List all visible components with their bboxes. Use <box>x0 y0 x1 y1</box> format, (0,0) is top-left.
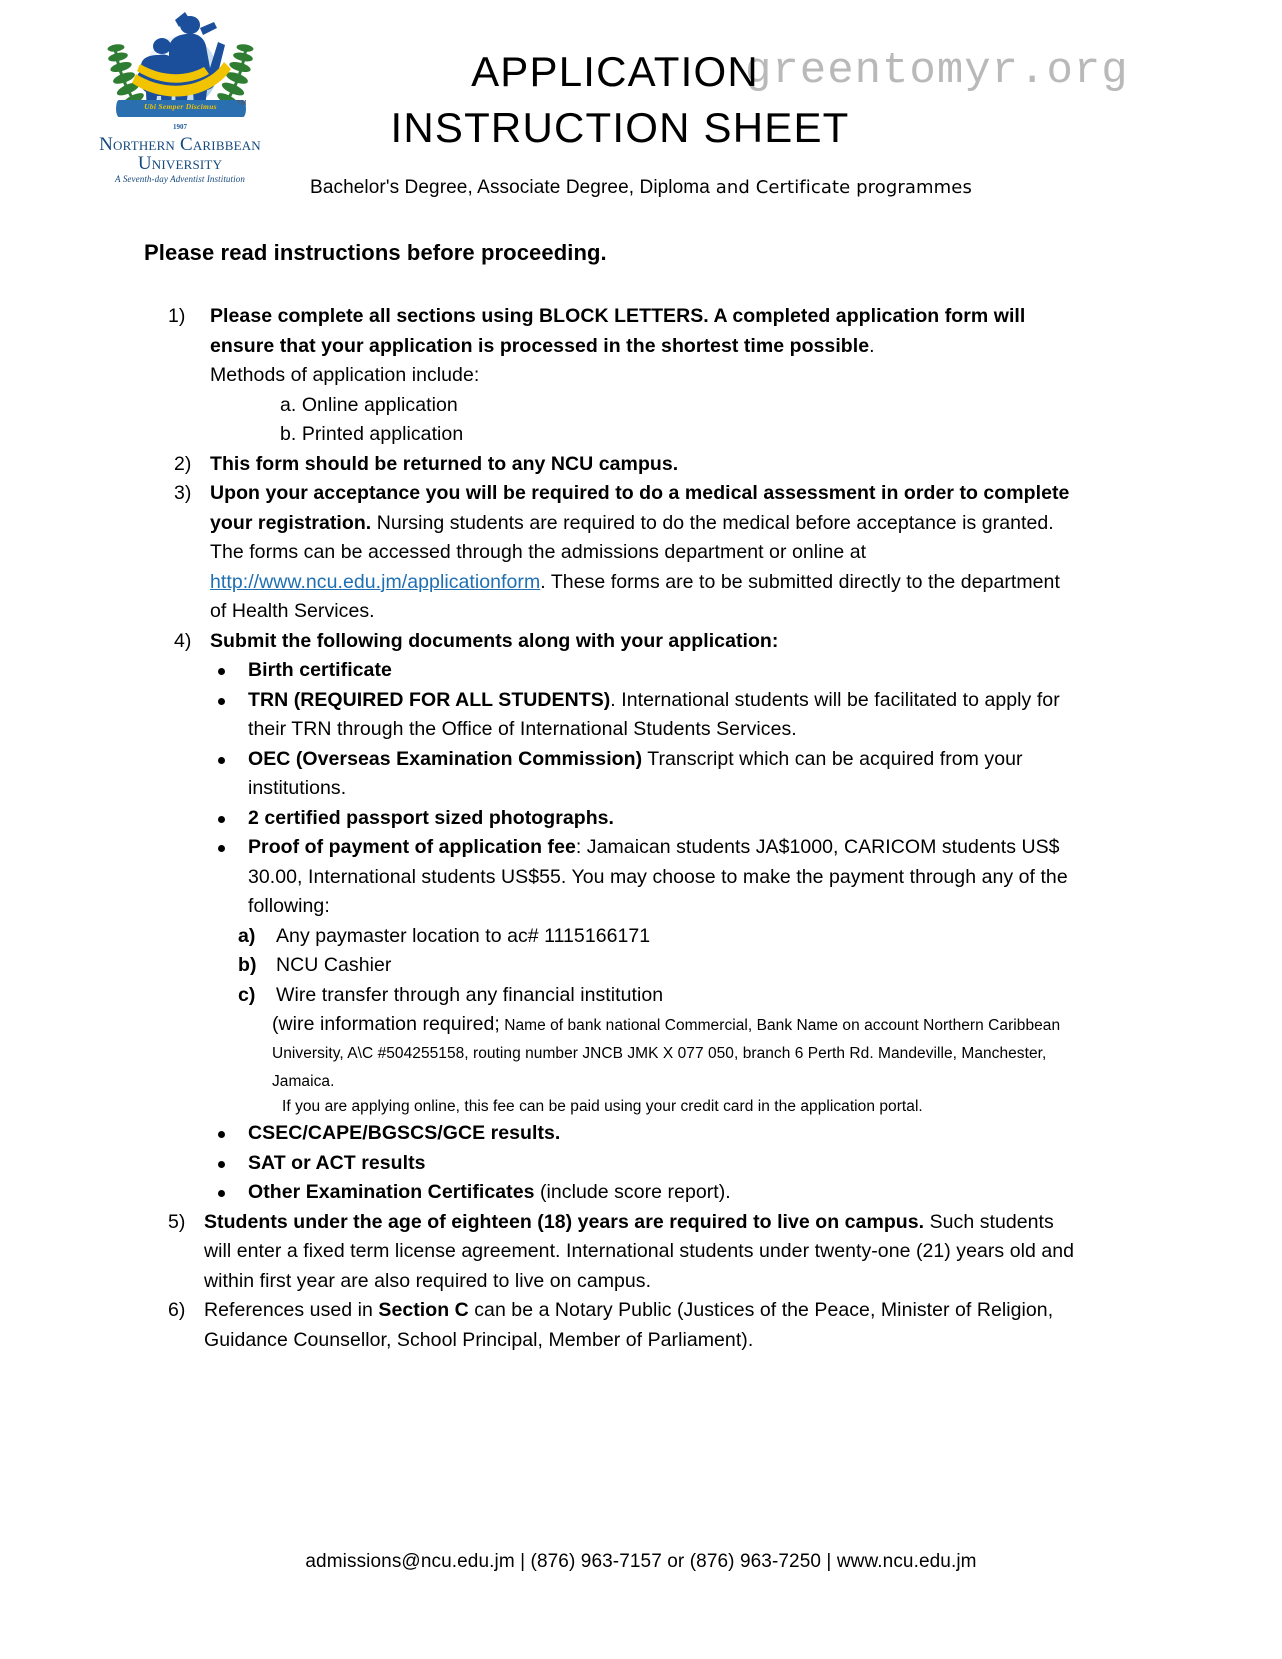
document-label: Proof of payment of application fee <box>248 836 576 858</box>
payment-option-cashier <box>238 951 1080 981</box>
required-documents-list <box>168 656 1080 922</box>
title-line-1: APPLICATION <box>471 48 759 95</box>
university-tagline: A Seventh-day Adventist Institution <box>115 174 245 184</box>
instruction-item-5 <box>168 1208 1080 1297</box>
payment-option-wire-transfer <box>238 981 1080 1011</box>
item-3-text-1: Nursing students are required to do the medical before acceptance is granted. The forms can be accessed through the admissions department or online at <box>210 511 1054 563</box>
item-1-methods-intro: Methods of application include: <box>210 364 480 386</box>
online-payment-note: If you are applying online, this fee can be paid using your credit card in the application portal. <box>282 1098 923 1115</box>
item-1-method-b: b. Printed application <box>280 423 464 445</box>
item-4-marker: 4) <box>174 629 192 652</box>
item-6-marker: 6) <box>168 1299 186 1321</box>
item-6-bold-text: Section C <box>378 1299 469 1321</box>
document-item-other-certificates <box>210 1178 1080 1208</box>
motto-text: Ubi Semper Discimus <box>144 102 217 111</box>
document-item-payment-proof <box>210 833 1080 922</box>
wire-information-prefix: (wire information required; <box>272 1013 500 1035</box>
document-item-trn <box>210 686 1080 745</box>
instruction-item-1 <box>168 302 1080 391</box>
motto-ribbon <box>116 100 246 117</box>
payment-option-paymaster <box>238 922 1080 952</box>
university-name <box>85 135 275 173</box>
document-item-csec-results <box>210 1119 1080 1149</box>
payment-option-text: Wire transfer through any financial institution <box>276 983 664 1006</box>
document-item-photographs <box>210 804 1080 834</box>
document-item-oec <box>210 745 1080 804</box>
item-1-marker: 1) <box>168 305 186 327</box>
item-3-text-2: . These forms are to be submitted directly to the department of Health Services. <box>210 570 1060 622</box>
wire-information-details: Name of bank national Commercial, Bank Name on account Northern Caribbean University, A\C #504255158, routing number JNCB JMK X 077 050, branch 6 Perth Rd. Mandeville, Manchester, Jamaica. <box>272 1017 1061 1090</box>
document-detail: : Jamaican students JA$1000, CARICOM students US$ 30.00, International students US$55. You may choose to make the payment through any of the following: <box>248 836 1068 917</box>
document-label: OEC (Overseas Examination Commission) <box>248 747 643 770</box>
required-results-list <box>168 1119 1080 1208</box>
wire-information-block <box>168 1010 1080 1094</box>
item-1-methods-list <box>168 391 1080 450</box>
founding-year: 1907 <box>173 123 187 131</box>
page-footer-contact: admissions@ncu.edu.jm | (876) 963-7157 or (876) 963-7250 | www.ncu.edu.jm <box>305 1551 977 1572</box>
item-5-bold-text: Students under the age of eighteen (18) years are required to live on campus. <box>204 1210 925 1233</box>
item-4-bold-text: Submit the following documents along with your application: <box>210 629 779 652</box>
document-label: 2 certified passport sized photographs. <box>248 806 615 829</box>
document-label: Other Examination Certificates <box>248 1181 535 1203</box>
read-instructions-heading: Please read instructions before proceeding. <box>144 240 607 265</box>
document-detail: Transcript which can be acquired from your institutions. <box>248 747 1023 799</box>
document-label: Birth certificate <box>248 659 392 681</box>
university-name-line1: Northern Caribbean <box>99 134 261 155</box>
document-label: CSEC/CAPE/BGSCS/GCE results. <box>248 1122 561 1144</box>
document-detail: (include score report). <box>534 1181 731 1203</box>
payment-option-text: Any paymaster location to ac# 1115166171 <box>276 924 651 947</box>
document-item-birth-certificate <box>210 656 1080 686</box>
item-3-bold-text: Upon your acceptance you will be required to do a medical assessment in order to complete your registration. <box>210 482 1070 534</box>
item-6-text-2: can be a Notary Public (Justices of the Peace, Minister of Religion, Guidance Counsellor, School Principal, Member of Parliament). <box>204 1299 1054 1351</box>
document-label: TRN (REQUIRED FOR ALL STUDENTS) <box>248 688 611 711</box>
payment-option-marker: a) <box>238 924 256 947</box>
application-form-link[interactable]: http://www.ncu.edu.jm/applicationform <box>210 570 541 593</box>
logo-emblem <box>98 8 263 133</box>
item-5-marker: 5) <box>168 1210 186 1233</box>
university-name-line2: University <box>137 153 223 174</box>
university-logo <box>85 8 275 184</box>
trademark-symbol: TM <box>236 100 247 107</box>
item-5-text: Such students will enter a fixed term license agreement. International students under twenty-one (21) years old and within first year are also required to live on campus. <box>204 1210 1075 1292</box>
instructions-body <box>168 302 1080 1355</box>
subtitle-part-b: and Certificate programmes <box>709 177 972 198</box>
title-line-2: INSTRUCTION SHEET <box>390 104 850 151</box>
document-label: SAT or ACT results <box>248 1151 426 1174</box>
payment-option-marker: c) <box>238 983 256 1006</box>
instruction-item-4 <box>168 627 1080 657</box>
document-subtitle <box>0 176 1282 200</box>
item-1-method-a: a. Online application <box>280 393 458 416</box>
item-2-bold-text: This form should be returned to any NCU campus. <box>210 452 679 475</box>
item-3-marker: 3) <box>174 482 192 504</box>
document-title <box>300 44 940 156</box>
instruction-item-3 <box>168 479 1080 627</box>
site-watermark: greentomyr.org <box>745 46 1129 96</box>
item-1-bold-text: Please complete all sections using BLOCK LETTERS. A completed application form will ensure that your application is processed in the shortest time possible <box>210 305 1026 357</box>
document-detail: . International students will be facilitated to apply for their TRN through the Office of International Students Services. <box>248 688 1060 740</box>
item-1-tail: . <box>869 334 875 357</box>
instruction-item-2 <box>168 450 1080 480</box>
payment-options-list <box>168 922 1080 1011</box>
payment-option-text: NCU Cashier <box>276 954 392 976</box>
item-2-marker: 2) <box>174 452 192 475</box>
payment-option-marker: b) <box>238 954 257 976</box>
instruction-item-6 <box>168 1296 1080 1355</box>
item-6-text-1: References used in <box>204 1299 379 1321</box>
subtitle-part-a: Bachelor's Degree, Associate Degree, Diploma <box>310 177 710 198</box>
document-item-sat-act-results <box>210 1149 1080 1179</box>
